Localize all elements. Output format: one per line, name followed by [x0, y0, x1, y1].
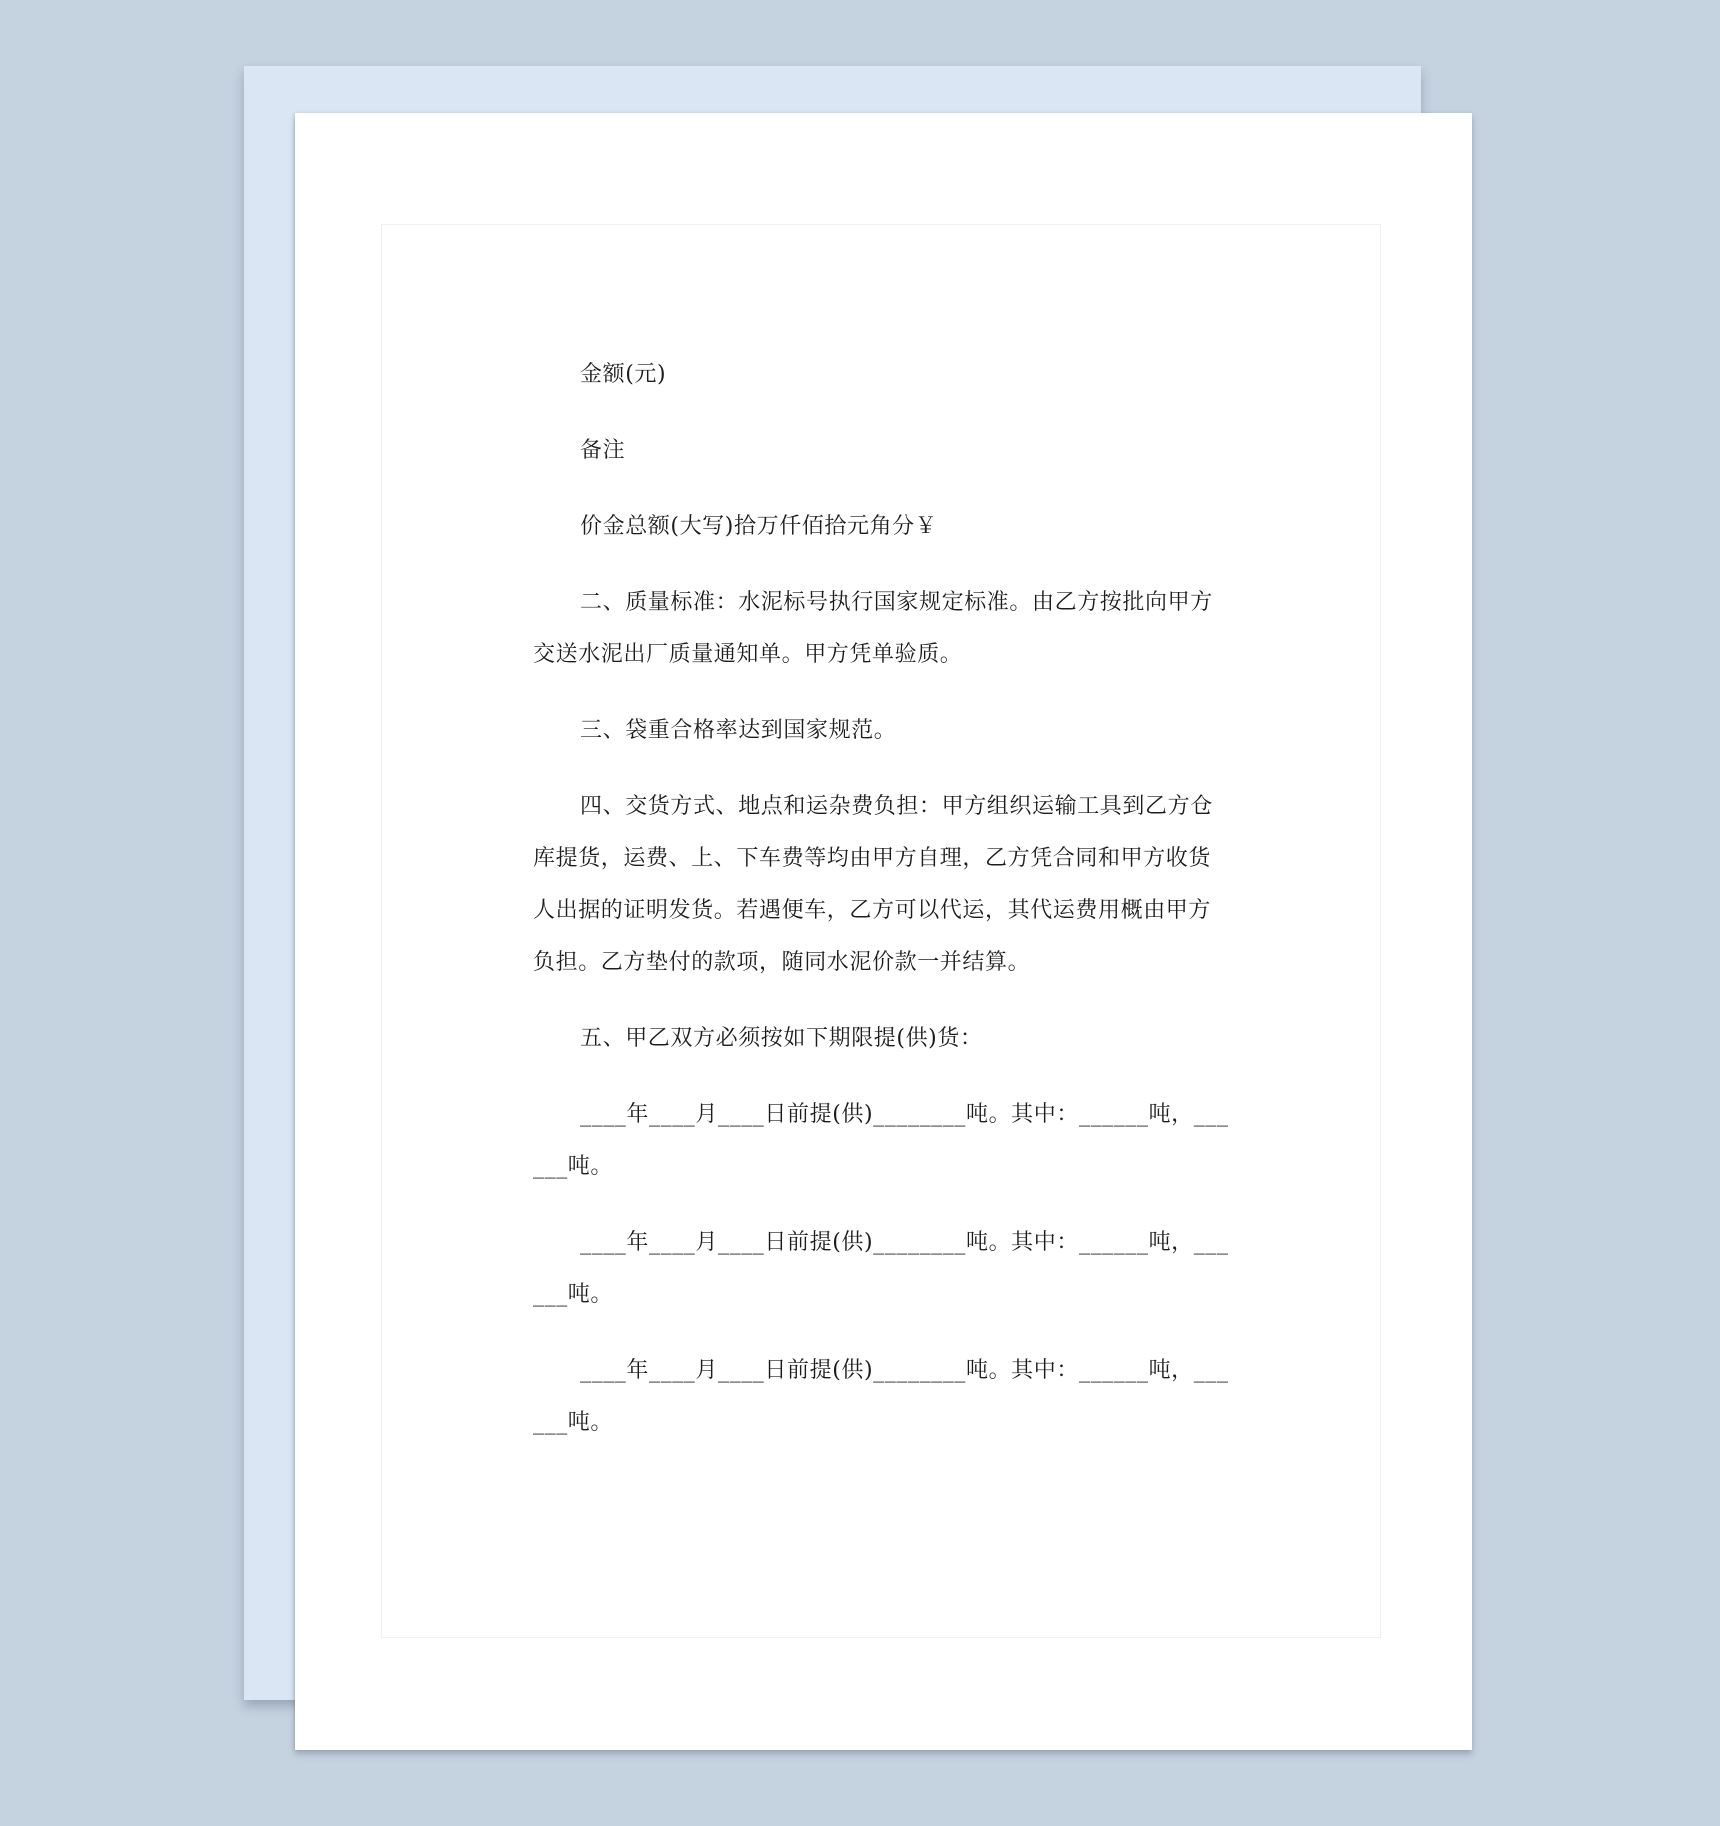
amount-label: 金额(元) — [580, 362, 667, 387]
front-page-sheet — [295, 113, 1472, 1750]
clause-3-bag-weight: 三、袋重合格率达到国家规范。 — [580, 718, 897, 743]
remarks-label: 备注 — [580, 438, 626, 463]
clause-5-schedule: 五、甲乙双方必须按如下期限提(供)货： — [580, 1026, 983, 1051]
schedule-line-2: ____年____月____日前提(供)________吨。其中：______吨，______吨。 — [533, 1230, 1229, 1307]
document-body — [533, 349, 1233, 1473]
total-price-uppercase: 价金总额(大写)拾万仟佰拾元角分￥ — [580, 514, 938, 539]
schedule-line-1: ____年____月____日前提(供)________吨。其中：______吨，______吨。 — [533, 1102, 1229, 1179]
clause-4-delivery: 四、交货方式、地点和运杂费负担：甲方组织运输工具到乙方仓库提货，运费、上、下车费等均由甲方自理，乙方凭合同和甲方收货人出据的证明发货。若遇便车，乙方可以代运，其代运费用概由甲方负担。乙方垫付的款项，随同水泥价款一并结算。 — [533, 794, 1213, 975]
schedule-line-3: ____年____月____日前提(供)________吨。其中：______吨，______吨。 — [533, 1358, 1229, 1435]
clause-2-quality-standard: 二、质量标准：水泥标号执行国家规定标准。由乙方按批向甲方交送水泥出厂质量通知单。甲方凭单验质。 — [533, 590, 1213, 667]
